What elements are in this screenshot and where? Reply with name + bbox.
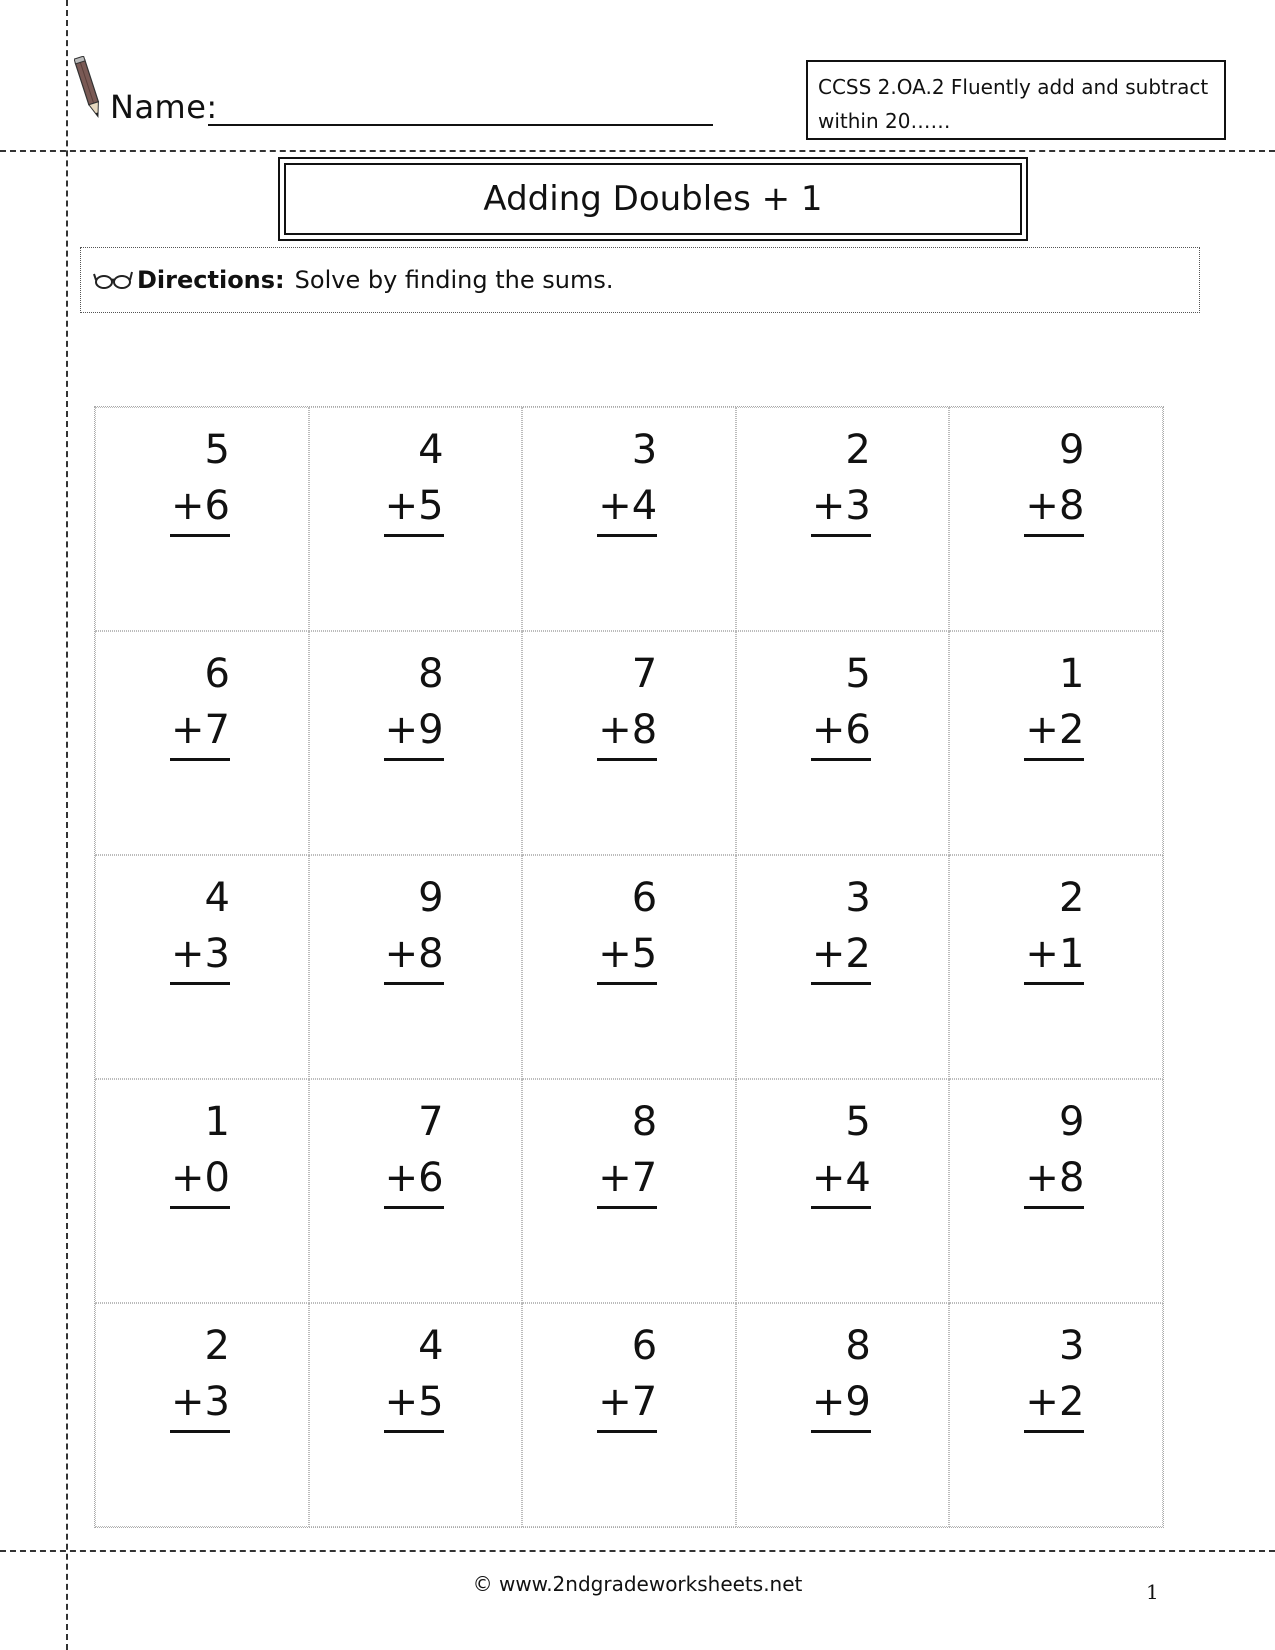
problem-bottom: +5 [384,478,444,537]
title-box [278,157,1028,241]
problem-bottom: +5 [597,926,657,985]
addition-problem [170,1318,230,1433]
problem-cell [522,855,736,1079]
problem-bottom: +6 [170,478,230,537]
problem-bottom: +2 [811,926,871,985]
problem-bottom: +7 [597,1374,657,1433]
problem-cell [309,1303,523,1527]
problem-cell [736,1303,950,1527]
problem-top: 2 [845,427,871,473]
addition-problem [1024,1094,1084,1209]
problem-cell [949,407,1163,631]
addition-problem [1024,1318,1084,1433]
problem-bottom: +8 [1024,1150,1084,1209]
cut-line-bottom [0,1550,1275,1552]
problem-top: 2 [1058,875,1085,921]
problem-bottom: +7 [597,1150,657,1209]
addition-problem [811,1318,871,1433]
copyright-footer: © www.2ndgradeworksheets.net [472,1572,803,1596]
problem-top: 5 [845,651,871,697]
addition-problem [170,646,230,761]
problem-bottom: +8 [384,926,444,985]
problem-top: 9 [1058,427,1085,473]
problem-top: 7 [631,651,658,697]
problem-cell [95,855,309,1079]
page-number: 1 [1146,1580,1159,1604]
problem-top: 7 [418,1099,444,1145]
addition-problem [170,1094,230,1209]
addition-problem [170,870,230,985]
problem-cell [95,1303,309,1527]
problem-cell [736,631,950,855]
problem-top: 8 [845,1323,871,1369]
problem-cell [949,631,1163,855]
problem-bottom: +6 [811,702,871,761]
problem-bottom: +9 [811,1374,871,1433]
name-label: Name: [110,88,218,126]
addition-problem [597,1094,657,1209]
problem-cell [736,407,950,631]
problem-top: 4 [204,875,230,921]
problem-top: 9 [1058,1099,1085,1145]
problem-bottom: +2 [1024,1374,1084,1433]
margin-cut-line-vertical [66,0,68,1650]
standard-box: CCSS 2.OA.2 Fluently add and subtract within 20…… [806,60,1226,140]
problem-cell [522,1303,736,1527]
addition-problem [1024,646,1084,761]
addition-problem [811,422,871,537]
pencil-icon [74,56,104,122]
addition-problem [384,422,444,537]
problem-bottom: +8 [1024,478,1084,537]
addition-problem [384,646,444,761]
problem-bottom: +4 [811,1150,871,1209]
problem-cell [309,855,523,1079]
problem-cell [522,407,736,631]
problem-cell [736,1079,950,1303]
problem-bottom: +9 [384,702,444,761]
problem-top: 5 [845,1099,871,1145]
addition-problem [811,1094,871,1209]
addition-problem [597,870,657,985]
problem-cell [736,855,950,1079]
problem-cell [309,407,523,631]
problem-top: 1 [204,1099,230,1145]
directions-box [80,247,1200,313]
problem-top: 6 [204,651,230,697]
problem-top: 8 [631,1099,658,1145]
problem-bottom: +8 [597,702,657,761]
problem-bottom: +7 [170,702,230,761]
glasses-icon [93,269,133,291]
problem-top: 3 [1058,1323,1085,1369]
name-field-line[interactable] [208,124,713,126]
problem-cell [95,407,309,631]
problem-bottom: +6 [384,1150,444,1209]
problem-cell [949,855,1163,1079]
problem-bottom: +1 [1024,926,1084,985]
problem-top: 9 [418,875,444,921]
problem-top: 6 [631,875,658,921]
addition-problem [811,646,871,761]
problem-top: 6 [631,1323,658,1369]
problem-cell [949,1303,1163,1527]
problem-top: 2 [204,1323,230,1369]
problem-top: 4 [418,427,444,473]
page-title: Adding Doubles + 1 [284,163,1022,235]
problem-cell [949,1079,1163,1303]
problem-top: 1 [1058,651,1085,697]
addition-problem [811,870,871,985]
directions-text: Solve by finding the sums. [294,266,614,294]
problem-bottom: +0 [170,1150,230,1209]
addition-problem [170,422,230,537]
addition-problem [384,1318,444,1433]
addition-problem [597,1318,657,1433]
cut-line-top [0,150,1275,152]
addition-problem [1024,870,1084,985]
problem-bottom: +5 [384,1374,444,1433]
problem-cell [522,631,736,855]
problem-top: 5 [204,427,230,473]
addition-problem [597,422,657,537]
problem-bottom: +2 [1024,702,1084,761]
problem-grid [94,406,1164,1528]
problem-cell [522,1079,736,1303]
problem-bottom: +3 [811,478,871,537]
problem-top: 3 [631,427,658,473]
problem-top: 8 [418,651,444,697]
problem-bottom: +3 [170,1374,230,1433]
problem-cell [309,1079,523,1303]
addition-problem [1024,422,1084,537]
problem-cell [309,631,523,855]
problem-cell [95,1079,309,1303]
problem-bottom: +4 [597,478,657,537]
problem-bottom: +3 [170,926,230,985]
problem-top: 4 [418,1323,444,1369]
problem-top: 3 [845,875,871,921]
directions-label: Directions: [137,266,285,294]
addition-problem [384,1094,444,1209]
problem-cell [95,631,309,855]
addition-problem [597,646,657,761]
addition-problem [384,870,444,985]
